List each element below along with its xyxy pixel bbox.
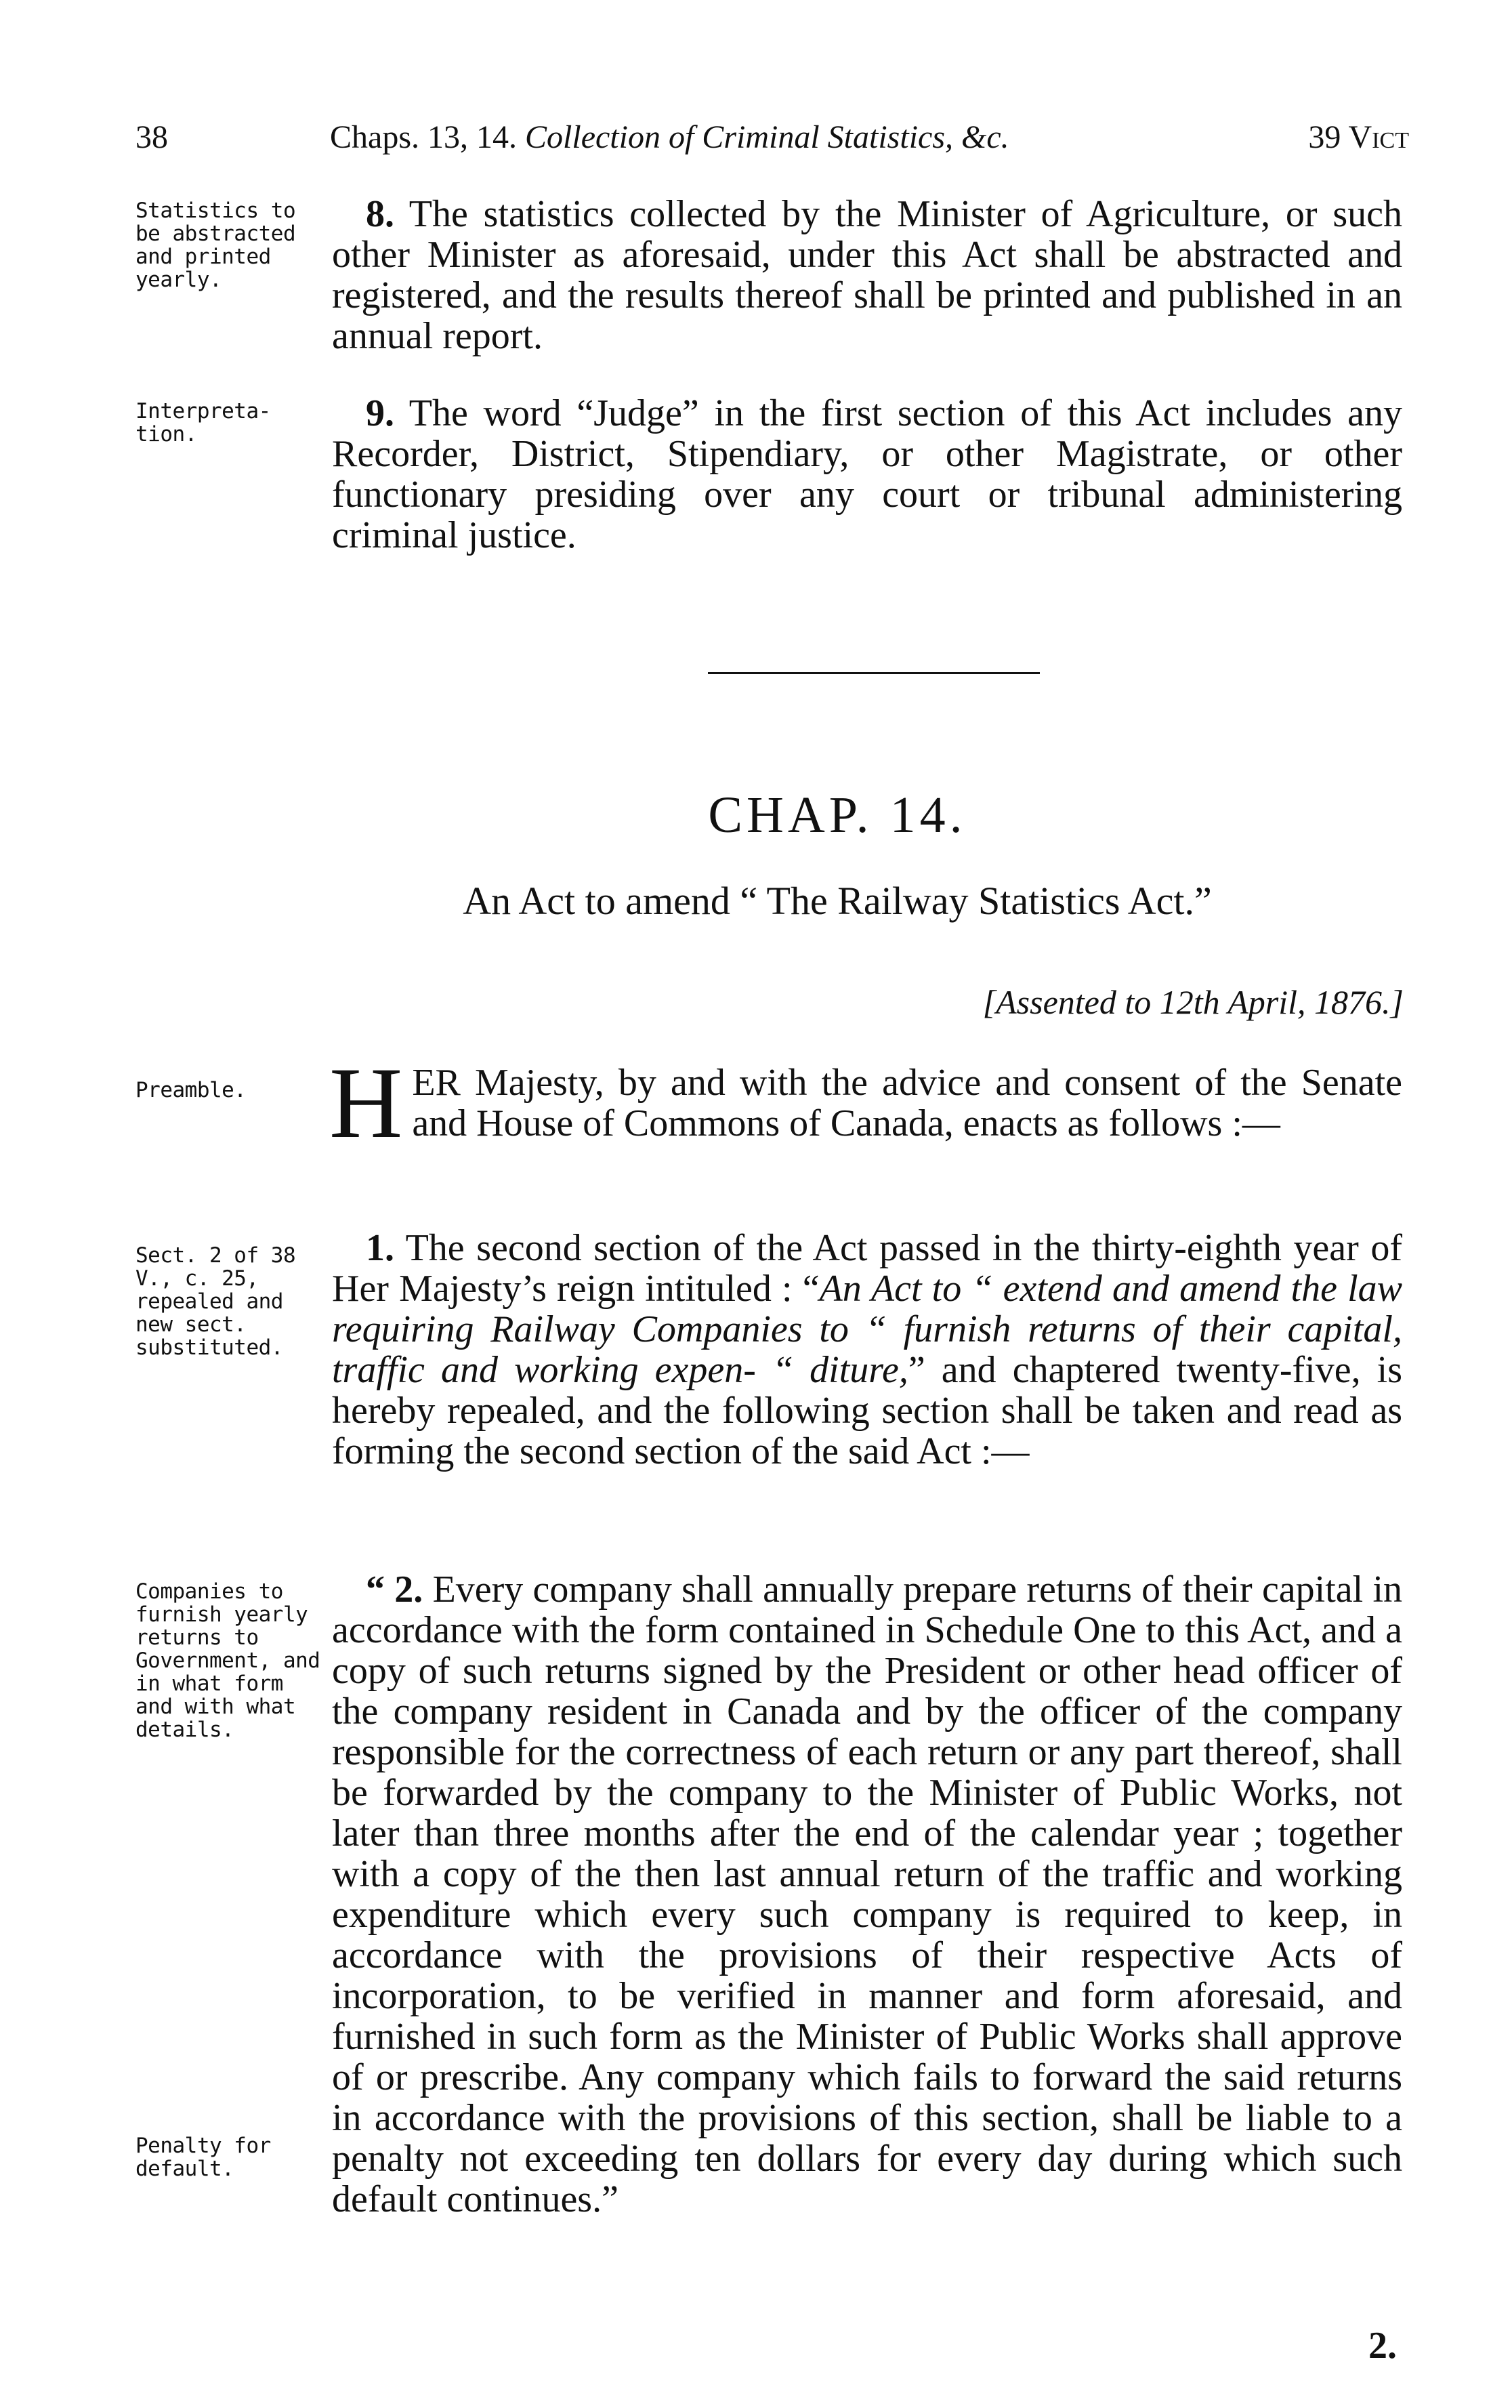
page-number: 38 xyxy=(135,119,168,155)
margin-note-companies: Companies to furnish yearly returns to Government, and in what form and with what details. xyxy=(135,1579,320,1742)
section-8-text: The statistics collected by the Minister of Agriculture, or such other Minister as aforesaid, under this Act shall be abstracted and registered, and the results thereof shall be printed and published in an annual report. xyxy=(332,193,1403,357)
section-2 xyxy=(332,1569,1402,2220)
margin-note-preamble: Preamble. xyxy=(135,1078,247,1102)
preamble-text: ER Majesty, by and with the advice and consent of the Senate and House of Commons of Canada, enacts as follows :— xyxy=(412,1062,1402,1144)
running-title-italic: Collection of Criminal Statistics, &c. xyxy=(525,119,1009,155)
section-1-number: 1. xyxy=(366,1227,394,1269)
section-9 xyxy=(332,393,1402,556)
section-8-number: 8. xyxy=(366,193,394,235)
preamble xyxy=(329,1047,1402,1159)
section-9-text: The word “Judge” in the first section of this Act includes any Recorder, District, Stipendiary, or other Magistrate, or other functionary presiding over any court or tribunal administering criminal justice. xyxy=(332,392,1402,556)
running-header xyxy=(135,114,1409,161)
section-1-text-b: ” and chaptered twenty-five, is hereby repealed, and the following section shall be taken and read as forming the second section of the said Act :— xyxy=(332,1349,1402,1472)
section-2-number: “ 2. xyxy=(366,1569,423,1611)
session-label: 39 Vict xyxy=(1308,119,1409,155)
chapter-heading: CHAP. 14. xyxy=(708,787,967,844)
running-title-plain: Chaps. 13, 14. xyxy=(330,119,525,155)
act-title: An Act to amend “ The Railway Statistics Act.” xyxy=(463,879,1212,923)
section-8 xyxy=(332,194,1402,356)
margin-note-statistics: Statistics to be abstracted and printed yearly. xyxy=(135,199,296,292)
running-title xyxy=(330,114,1009,161)
margin-note-interpretation: Interpreta-tion. xyxy=(135,399,271,447)
catchword: 2. xyxy=(1368,2325,1397,2367)
margin-note-sect: Sect. 2 of 38 V., c. 25, repealed and new sect. substituted. xyxy=(135,1243,296,1360)
section-divider xyxy=(708,672,1040,674)
section-1-act-name: An Act to “ extend and amend the law requiring Railway Companies to “ furnish returns of their capital, traffic and working expen- “ diture, xyxy=(332,1268,1403,1391)
section-1 xyxy=(332,1228,1402,1472)
section-9-number: 9. xyxy=(366,392,394,434)
margin-note-penalty: Penalty for default. xyxy=(135,2134,271,2181)
assent-date: [Assented to 12th April, 1876.] xyxy=(982,983,1404,1021)
drop-cap: H xyxy=(329,1047,403,1159)
section-2-text: Every company shall annually prepare returns of their capital in accordance with the form contained in Schedule One to this Act, and a copy of such returns signed by the President or other head officer of the company resident in Canada and by the officer of the company responsible for the correctness of each return or any part thereof, shall be forwarded by the company to the Minister of Public Works, not later than three months after the end of the calendar year ; together with a copy of the then last annual return of the traffic and working expenditure which every such company is required to keep, in accordance with the provisions of their respective Acts of incorporation, to be verified in manner and form aforesaid, and furnished in such form as the Minister of Public Works shall approve of or prescribe. Any company which fails to forward the said returns in accordance with the provisions of this section, shall be liable to a penalty not exceeding ten dollars for every day during which such default continues.” xyxy=(332,1569,1403,2220)
section-1-text-a: The second section of the Act passed in the thirty-eighth year of Her Majesty’s reign intituled : “ xyxy=(332,1227,1402,1310)
